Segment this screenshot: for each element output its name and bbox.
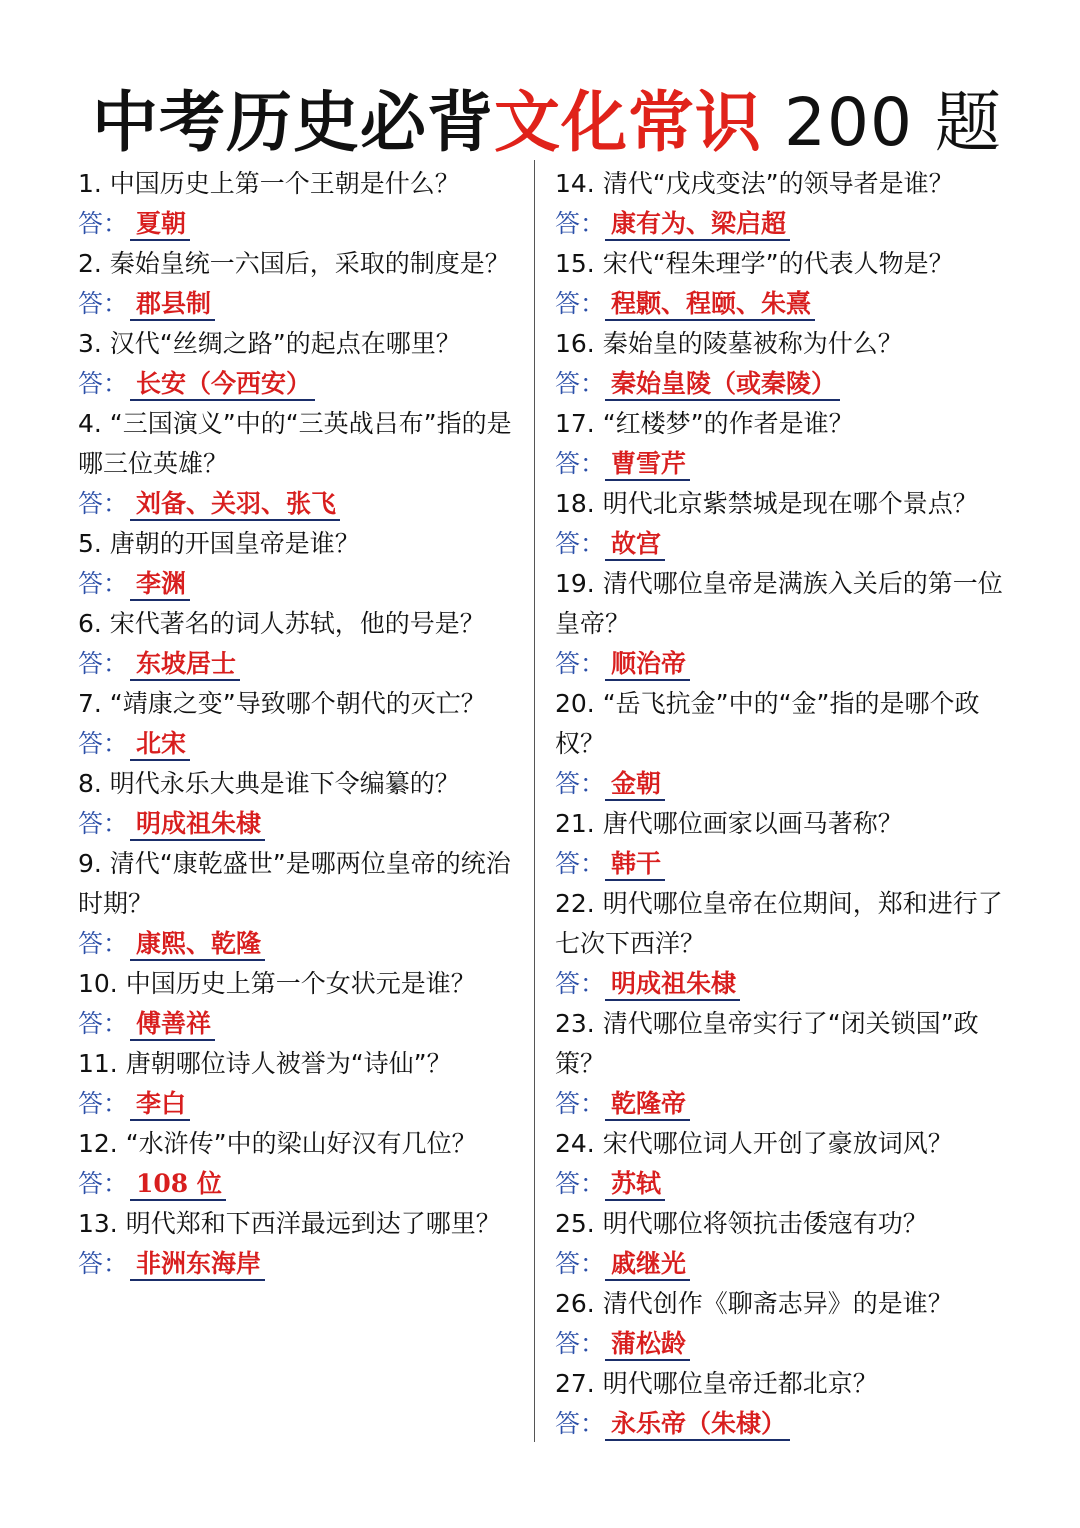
answer-line [555,964,1007,1004]
answer-text: 故宫 [605,529,665,561]
answer-text: 程颢、程颐、朱熹 [605,289,815,321]
question-text: 27. 明代哪位皇帝迁都北京？ [555,1369,878,1398]
answer-text: 永乐帝（朱棣） [605,1409,790,1441]
answer-line [555,524,1007,564]
answer-text: 明成祖朱棣 [605,969,740,1001]
answer-label: 答： [555,449,606,478]
answer-line [555,204,1007,244]
answer-label: 答： [78,729,129,758]
question-text: 10. 中国历史上第一个女状元是谁？ [78,969,476,998]
answer-text: 金朝 [605,769,665,801]
answer-label: 答： [555,1409,606,1438]
answer-line [78,204,518,244]
answer-text: 夏朝 [130,209,190,241]
question-text: 15. 宋代“程朱理学”的代表人物是？ [555,249,954,278]
qa-item [78,164,518,244]
qa-item [78,1124,518,1204]
answer-line [555,1404,1007,1444]
answer-line [555,1084,1007,1124]
answer-label: 答： [78,289,129,318]
answer-line [555,364,1007,404]
answer-line [555,1244,1007,1284]
qa-item [555,684,1007,804]
answer-label: 答： [555,1089,606,1118]
answer-text: 蒲松龄 [605,1329,690,1361]
answer-line [555,444,1007,484]
answer-label: 答： [555,209,606,238]
answer-line [555,844,1007,884]
answer-label: 答： [78,209,129,238]
question-text: 4. “三国演义”中的“三英战吕布”指的是哪三位英雄？ [78,409,512,478]
answer-label: 答： [78,929,129,958]
answer-text: 明成祖朱棣 [130,809,265,841]
answer-line [555,764,1007,804]
answer-line [78,284,518,324]
answer-line [78,1004,518,1044]
answer-text: 108 位 [130,1169,226,1201]
answer-text: 北宋 [130,729,190,761]
answer-line [78,1244,518,1284]
qa-item [78,524,518,604]
question-text: 25. 明代哪位将领抗击倭寇有功？ [555,1209,928,1238]
answer-line [555,1164,1007,1204]
qa-item [78,1044,518,1124]
answer-text: 康熙、乾隆 [130,929,265,961]
answer-label: 答： [555,1329,606,1358]
qa-item [555,244,1007,324]
answer-text: 傅善祥 [130,1009,215,1041]
answer-line [78,724,518,764]
answer-line [78,564,518,604]
qa-item [555,1204,1007,1284]
answer-text: 乾隆帝 [605,1089,690,1121]
answer-label: 答： [555,529,606,558]
answer-text: 东坡居士 [130,649,240,681]
question-text: 11. 唐朝哪位诗人被誉为“诗仙”？ [78,1049,452,1078]
question-text: 18. 明代北京紫禁城是现在哪个景点？ [555,489,978,518]
qa-item [555,804,1007,884]
answer-line [555,644,1007,684]
question-text: 1. 中国历史上第一个王朝是什么？ [78,169,460,198]
answer-line [78,484,518,524]
answer-text: 戚继光 [605,1249,690,1281]
answer-line [555,284,1007,324]
answer-label: 答： [555,969,606,998]
question-text: 19. 清代哪位皇帝是满族入关后的第一位皇帝？ [555,569,1003,638]
question-text: 3. 汉代“丝绸之路”的起点在哪里？ [78,329,461,358]
question-text: 8. 明代永乐大典是谁下令编纂的？ [78,769,460,798]
qa-item [78,1204,518,1284]
qa-item [555,1004,1007,1124]
answer-line [78,804,518,844]
qa-item [555,564,1007,684]
answer-text: 李白 [130,1089,190,1121]
answer-text: 刘备、关羽、张飞 [130,489,340,521]
title-part-1: 中考历史必背 [92,84,494,161]
answer-label: 答： [78,1009,129,1038]
left-column [78,164,518,1284]
question-text: 21. 唐代哪位画家以画马著称？ [555,809,903,838]
question-text: 20. “岳飞抗金”中的“金”指的是哪个政权？ [555,689,980,758]
qa-item [555,1364,1007,1444]
title-part-3: 200 题 [762,84,1002,161]
answer-label: 答： [78,1169,129,1198]
qa-item [78,844,518,964]
answer-label: 答： [555,769,606,798]
answer-label: 答： [555,1169,606,1198]
question-text: 23. 清代哪位皇帝实行了“闭关锁国”政策？ [555,1009,979,1078]
answer-text: 韩干 [605,849,665,881]
qa-item [78,404,518,524]
answer-line [78,1084,518,1124]
qa-item [555,884,1007,1004]
qa-item [78,764,518,844]
answer-text: 康有为、梁启超 [605,209,790,241]
answer-label: 答： [78,1089,129,1118]
question-text: 13. 明代郑和下西洋最远到达了哪里？ [78,1209,501,1238]
qa-item [555,1284,1007,1364]
answer-label: 答： [78,649,129,678]
column-divider [534,160,535,1442]
answer-label: 答： [78,369,129,398]
answer-line [78,644,518,684]
question-text: 17. “红楼梦”的作者是谁？ [555,409,854,438]
question-text: 5. 唐朝的开国皇帝是谁？ [78,529,360,558]
qa-item [78,604,518,684]
qa-item [78,244,518,324]
answer-label: 答： [78,489,129,518]
answer-text: 非洲东海岸 [130,1249,265,1281]
answer-label: 答： [555,849,606,878]
answer-label: 答： [555,369,606,398]
answer-text: 曹雪芹 [605,449,690,481]
question-text: 9. 清代“康乾盛世”是哪两位皇帝的统治时期？ [78,849,511,918]
question-text: 22. 明代哪位皇帝在位期间，郑和进行了七次下西洋？ [555,889,1003,958]
page-title [92,78,1002,168]
question-text: 2. 秦始皇统一六国后，采取的制度是？ [78,249,510,278]
answer-label: 答： [78,1249,129,1278]
answer-label: 答： [555,1249,606,1278]
qa-item [78,324,518,404]
question-text: 12. “水浒传”中的梁山好汉有几位？ [78,1129,477,1158]
right-column [555,164,1007,1444]
answer-line [78,364,518,404]
answer-line [78,1164,518,1204]
question-text: 14. 清代“戊戌变法”的领导者是谁？ [555,169,954,198]
answer-text: 李渊 [130,569,190,601]
answer-label: 答： [555,649,606,678]
question-text: 26. 清代创作《聊斋志异》的是谁？ [555,1289,953,1318]
question-text: 6. 宋代著名的词人苏轼，他的号是？ [78,609,485,638]
question-text: 7. “靖康之变”导致哪个朝代的灭亡？ [78,689,486,718]
answer-label: 答： [555,289,606,318]
answer-text: 苏轼 [605,1169,665,1201]
qa-item [78,964,518,1044]
answer-text: 秦始皇陵（或秦陵） [605,369,840,401]
qa-item [555,484,1007,564]
answer-text: 顺治帝 [605,649,690,681]
answer-text: 郡县制 [130,289,215,321]
answer-line [78,924,518,964]
title-part-2: 文化常识 [494,84,762,161]
answer-label: 答： [78,809,129,838]
qa-item [555,324,1007,404]
answer-label: 答： [78,569,129,598]
qa-item [555,1124,1007,1204]
answer-text: 长安（今西安） [130,369,315,401]
question-text: 24. 宋代哪位词人开创了豪放词风？ [555,1129,953,1158]
qa-item [78,684,518,764]
answer-line [555,1324,1007,1364]
question-text: 16. 秦始皇的陵墓被称为什么？ [555,329,903,358]
qa-item [555,404,1007,484]
qa-item [555,164,1007,244]
